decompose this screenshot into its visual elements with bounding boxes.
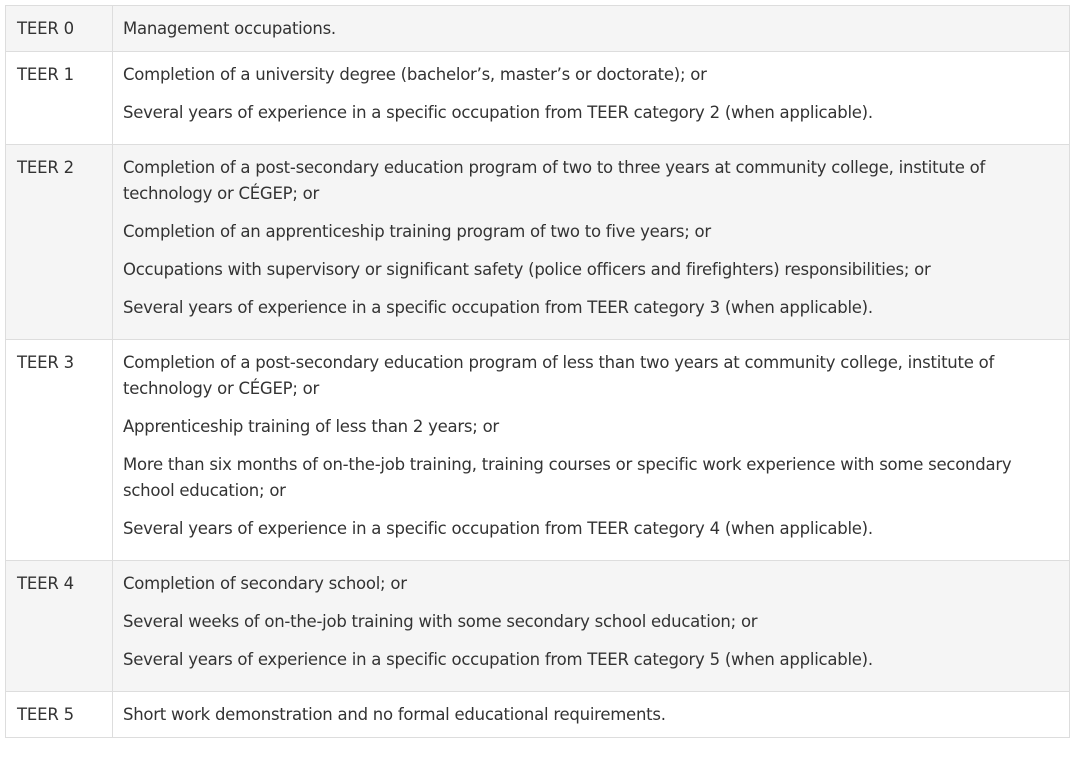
requirement-line: Several weeks of on-the-job training with some secondary school education; or <box>123 612 758 631</box>
requirement-line: Apprenticeship training of less than 2 years; or <box>123 417 499 436</box>
table-row-teer-1 <box>6 52 1070 145</box>
requirement-line: Short work demonstration and no formal educational requirements. <box>123 705 666 724</box>
teer-label: TEER 1 <box>6 52 113 145</box>
requirement-line: Several years of experience in a specific occupation from TEER category 4 (when applicable). <box>123 519 873 538</box>
teer-description <box>113 340 1070 561</box>
requirement-line: Completion of a university degree (bachelor’s, master’s or doctorate); or <box>123 65 707 84</box>
teer-label: TEER 5 <box>6 692 113 738</box>
requirement-line: Completion of a post-secondary education program of two to three years at community college, institute of technology or CÉGEP; or <box>123 158 986 203</box>
teer-label: TEER 4 <box>6 561 113 692</box>
teer-description <box>113 561 1070 692</box>
requirement-line: Several years of experience in a specific occupation from TEER category 5 (when applicable). <box>123 650 873 669</box>
requirement-line: Occupations with supervisory or significant safety (police officers and firefighters) responsibilities; or <box>123 260 931 279</box>
requirement-line: Several years of experience in a specific occupation from TEER category 2 (when applicable). <box>123 103 873 122</box>
teer-description <box>113 6 1070 52</box>
teer-label: TEER 0 <box>6 6 113 52</box>
teer-description <box>113 692 1070 738</box>
teer-label: TEER 2 <box>6 145 113 340</box>
table-row-teer-4 <box>6 561 1070 692</box>
table-row-teer-0 <box>6 6 1070 52</box>
teer-description <box>113 145 1070 340</box>
requirement-line: Several years of experience in a specific occupation from TEER category 3 (when applicable). <box>123 298 873 317</box>
table-row-teer-5 <box>6 692 1070 738</box>
teer-label: TEER 3 <box>6 340 113 561</box>
teer-description <box>113 52 1070 145</box>
requirement-line: More than six months of on-the-job training, training courses or specific work experience with some secondary school education; or <box>123 455 1012 500</box>
table-row-teer-2 <box>6 145 1070 340</box>
table-row-teer-3 <box>6 340 1070 561</box>
teer-table <box>5 5 1070 738</box>
requirement-line: Completion of an apprenticeship training program of two to five years; or <box>123 222 711 241</box>
requirement-line: Completion of secondary school; or <box>123 574 407 593</box>
requirement-line: Completion of a post-secondary education program of less than two years at community college, institute of technology or CÉGEP; or <box>123 353 995 398</box>
requirement-line: Management occupations. <box>123 19 336 38</box>
